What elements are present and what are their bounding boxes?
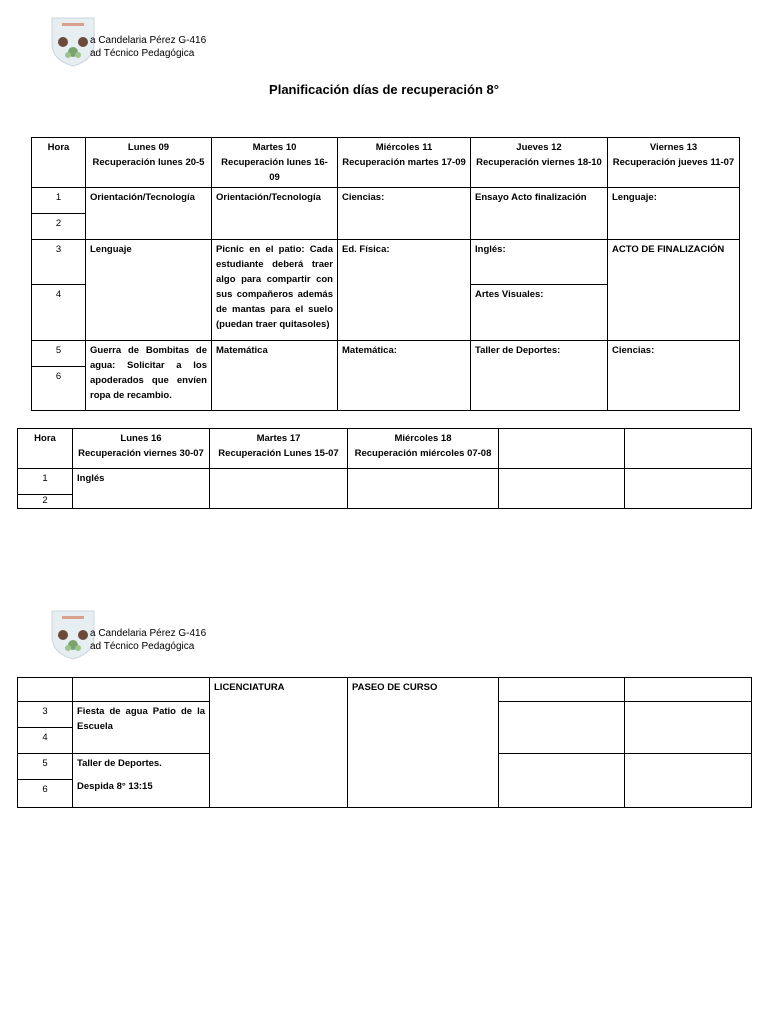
- school-name: a Candelaria Pérez G-416: [90, 628, 207, 639]
- schedule-cell: [625, 754, 752, 808]
- schedule-cell: Inglés:: [471, 240, 608, 285]
- schedule-cell: Ed. Física:: [338, 240, 471, 341]
- day-header: Martes 10 Recuperación lunes 16-09: [212, 138, 338, 188]
- schedule-cell: Ciencias:: [608, 341, 740, 411]
- day-header: Miércoles 18 Recuperación miércoles 07-08: [348, 429, 499, 469]
- empty-header: [625, 429, 752, 469]
- day-header: Viernes 13 Recuperación jueves 11-07: [608, 138, 740, 188]
- schedule-cell: Ciencias:: [338, 188, 471, 240]
- taller-text: Taller de Deportes.: [77, 758, 162, 769]
- schedule-cell: Fiesta de agua Patio de la Escuela: [73, 702, 210, 754]
- day-header: Martes 17 Recuperación Lunes 15-07: [210, 429, 348, 469]
- hour-cell: 6: [32, 367, 86, 411]
- hour-cell: 3: [32, 240, 86, 285]
- hour-cell: 1: [32, 188, 86, 214]
- hora-header: Hora: [18, 429, 73, 469]
- school-unit: ad Técnico Pedagógica: [90, 641, 195, 652]
- schedule-cell: Picnic en el patio: Cada estudiante deberá traer algo para compartir con sus compañeros además de mantas para el suelo (puedan traer quitasoles): [212, 240, 338, 341]
- schedule-cell: Orientación/Tecnología: [212, 188, 338, 240]
- schedule-cell: Lenguaje: [86, 240, 212, 341]
- day-header: Lunes 16 Recuperación viernes 30-07: [73, 429, 210, 469]
- schedule-cell: [499, 469, 625, 509]
- schedule-cell: [625, 702, 752, 754]
- hour-cell: 5: [32, 341, 86, 367]
- empty-cell: [18, 678, 73, 702]
- hour-cell: 4: [18, 728, 73, 754]
- hour-cell: 3: [18, 702, 73, 728]
- empty-cell: [499, 678, 625, 702]
- schedule-cell: Guerra de Bombitas de agua: Solicitar a los apoderados que envíen ropa de recambio.: [86, 341, 212, 411]
- school-header: [48, 14, 298, 70]
- hour-cell: 1: [18, 469, 73, 495]
- school-header: [48, 607, 298, 663]
- school-unit: ad Técnico Pedagógica: [90, 48, 195, 59]
- schedule-cell: ACTO DE FINALIZACIÓN: [608, 240, 740, 341]
- schedule-cell: [499, 702, 625, 754]
- hour-cell: 2: [32, 214, 86, 240]
- schedule-cell: [499, 754, 625, 808]
- hora-header: Hora: [32, 138, 86, 188]
- schedule-cell: [348, 469, 499, 509]
- schedule-cell: Ensayo Acto finalización: [471, 188, 608, 240]
- empty-cell: [625, 678, 752, 702]
- schedule-cell: Lenguaje:: [608, 188, 740, 240]
- schedule-cell: [73, 754, 210, 808]
- schedule-cell: Taller de Deportes:: [471, 341, 608, 411]
- schedule-table-week2-cont: [17, 677, 752, 808]
- hour-cell: 5: [18, 754, 73, 780]
- schedule-cell: Matemática: [212, 341, 338, 411]
- day-header: Lunes 09 Recuperación lunes 20-5: [86, 138, 212, 188]
- schedule-table-week1: [31, 137, 740, 411]
- hour-cell: 4: [32, 285, 86, 341]
- schedule-cell: LICENCIATURA: [210, 678, 348, 808]
- schedule-cell: Inglés: [73, 469, 210, 509]
- schedule-cell: [210, 469, 348, 509]
- despida-text: Despida 8° 13:15: [77, 781, 153, 792]
- schedule-cell: Matemática:: [338, 341, 471, 411]
- schedule-cell: [625, 469, 752, 509]
- schedule-cell: PASEO DE CURSO: [348, 678, 499, 808]
- day-header: Jueves 12 Recuperación viernes 18-10: [471, 138, 608, 188]
- hour-cell: 2: [18, 495, 73, 509]
- page-title: Planificación días de recuperación 8°: [269, 82, 499, 97]
- schedule-cell: Orientación/Tecnología: [86, 188, 212, 240]
- schedule-cell: Artes Visuales:: [471, 285, 608, 341]
- day-header: Miércoles 11 Recuperación martes 17-09: [338, 138, 471, 188]
- schedule-table-week2: [17, 428, 752, 509]
- hour-cell: 6: [18, 780, 73, 808]
- empty-header: [499, 429, 625, 469]
- school-name: a Candelaria Pérez G-416: [90, 35, 207, 46]
- empty-cell: [73, 678, 210, 702]
